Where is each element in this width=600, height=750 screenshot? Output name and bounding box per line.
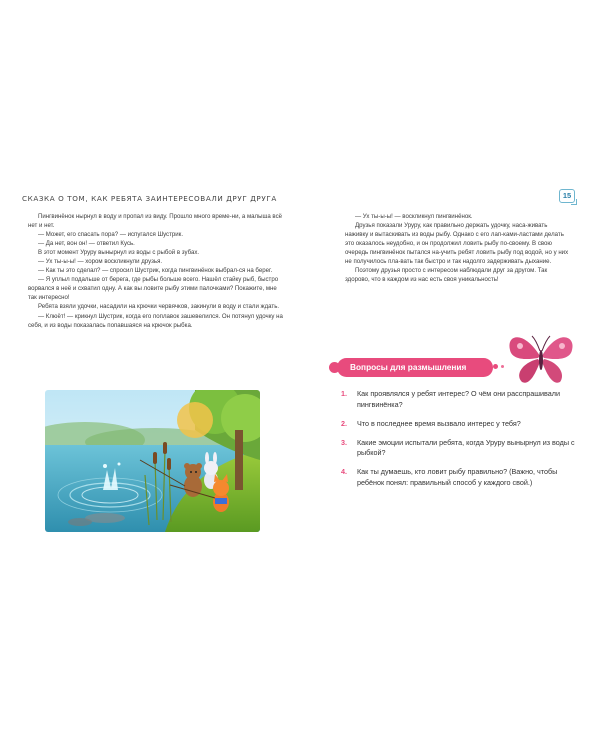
questions-list	[341, 389, 577, 497]
question-item	[341, 389, 577, 410]
questions-banner: Вопросы для размышления	[337, 358, 493, 377]
paragraph: — Как ты это сделал? — спросил Шустрик, когда пингвинёнок выбрал-ся на берег.	[38, 267, 273, 275]
paragraph: — Может, его спасать пора? — испугался Шустрик.	[38, 231, 184, 239]
paragraph: В этот момент Уруру вынырнул из воды с рыбой в зубах.	[38, 249, 200, 257]
question-number: 1.	[341, 389, 347, 398]
paragraph: — Да нет, вон он! — ответил Кусь.	[38, 240, 135, 248]
story-illustration	[45, 390, 260, 532]
question-text: Какие эмоции испытали ребята, когда Уруру вынырнул из воды с рыбкой?	[357, 437, 575, 457]
butterfly-icon	[504, 326, 578, 388]
question-item	[341, 438, 577, 459]
question-number: 3.	[341, 437, 347, 447]
question-number: 4.	[341, 467, 347, 476]
paragraph: — Ух ты-ы-ы! — воскликнул пингвинёнок.	[355, 213, 473, 220]
question-item	[341, 467, 577, 488]
paragraph: — Я уплыл подальше от берега, где рыбы больше всего. Нашёл стайку рыб, быстро ворвался в неё и схватил одну. А как вы ловите рыбу этими палочками? Покажите, мне так интересно!	[28, 276, 279, 302]
paragraph: — Ух ты-ы-ы! — хором воскликнули друзья.	[38, 258, 163, 266]
story-illustration-art	[45, 390, 260, 532]
question-text: Что в последнее время вызвало интерес у тебя?	[357, 418, 521, 428]
left-text-column	[28, 212, 284, 330]
question-text: Как ты думаешь, кто ловит рыбу правильно? (Важно, чтобы ребёнок понял: правильный способ у каждого свой.)	[357, 467, 558, 487]
running-title: СКАЗКА О ТОМ, КАК РЕБЯТА ЗАИНТЕРЕСОВАЛИ ДРУГ ДРУГА	[22, 194, 277, 203]
paragraph: Ребята взяли удочки, насадили на крючки червячков, закинули в воду и стали ждать.	[38, 303, 280, 311]
paragraph: Пингвинёнок нырнул в воду и пропал из виду. Прошло много време-ни, а малыша всё нет и нет.	[28, 213, 283, 230]
right-text-column	[345, 212, 572, 284]
page-number: 15	[559, 189, 575, 203]
question-item	[341, 419, 577, 430]
question-number: 2.	[341, 418, 347, 428]
question-text: Как проявлялся у ребят интерес? О чём они расспрашивали пингвинёнка?	[357, 389, 560, 409]
paragraph: Друзья показали Уруру, как правильно держать удочку, наса-живать наживку и вытаскивать из воды рыбу. Однако с его лап-ками-ластами делать это оказалось неудобно, и он продолжил ловить рыбу по-своему. В свою очередь пингвинёнок пытался на-учить ребят ловить рыбу под водой, но у них не получилось пла-вать так быстро и так надолго задерживать дыхание.	[345, 222, 569, 266]
paragraph: — Клюёт! — крикнул Шустрик, когда его поплавок зашевелился. Он потянул удочку на себя, и из воды показалась попавшаяся на крючок рыбка.	[28, 312, 283, 329]
paragraph: Поэтому друзья просто с интересом наблюдали друг за другом. Так здорово, что в каждом из нас есть своя уникальность!	[345, 267, 548, 284]
banner-dots	[493, 364, 504, 369]
